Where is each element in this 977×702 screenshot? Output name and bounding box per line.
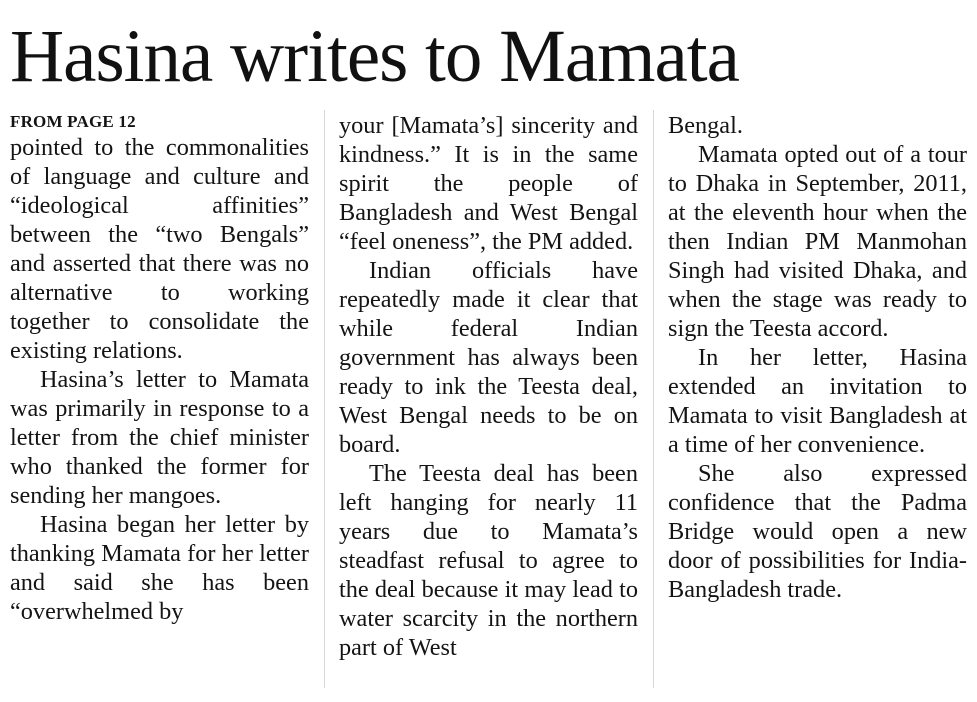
continuation-kicker: FROM PAGE 12 [10, 112, 136, 131]
paragraph: She also expressed confidence that the Padma Bridge would open a new door of possibilities for India-Bangladesh trade. [668, 460, 967, 603]
article-column-1 [10, 111, 309, 626]
paragraph: pointed to the commonalities of language and culture and “ideological affinities” between the “two Bengals” and asserted that there was no alternative to working together to consolidate the existing relations. [10, 134, 309, 364]
paragraph: your [Mamata’s] sincerity and kindness.” It is in the same spirit the people of Bangladesh and West Bengal “feel oneness”, the PM added. [339, 112, 638, 255]
paragraph: Hasina began her letter by thanking Mamata for her letter and said she has been “overwhelmed by [10, 511, 309, 625]
column-divider [653, 110, 654, 688]
paragraph: Indian officials have repeatedly made it clear that while federal Indian government has always been ready to ink the Teesta deal, West Bengal needs to be on board. [339, 257, 638, 458]
article-column-2 [339, 111, 638, 662]
paragraph: Hasina’s letter to Mamata was primarily in response to a letter from the chief minister who thanked the former for sending her mangoes. [10, 366, 309, 509]
paragraph: In her letter, Hasina extended an invitation to Mamata to visit Bangladesh at a time of her convenience. [668, 344, 967, 458]
paragraph: Bengal. [668, 112, 743, 139]
paragraph: The Teesta deal has been left hanging for nearly 11 years due to Mamata’s steadfast refusal to agree to the deal because it may lead to water scarcity in the northern part of West [339, 460, 638, 661]
headline: Hasina writes to Mamata [10, 15, 739, 98]
column-divider [324, 110, 325, 688]
paragraph: Mamata opted out of a tour to Dhaka in September, 2011, at the eleventh hour when the then Indian PM Manmohan Singh had visited Dhaka, and when the stage was ready to sign the Teesta accord. [668, 141, 967, 342]
article-column-3 [668, 111, 967, 604]
